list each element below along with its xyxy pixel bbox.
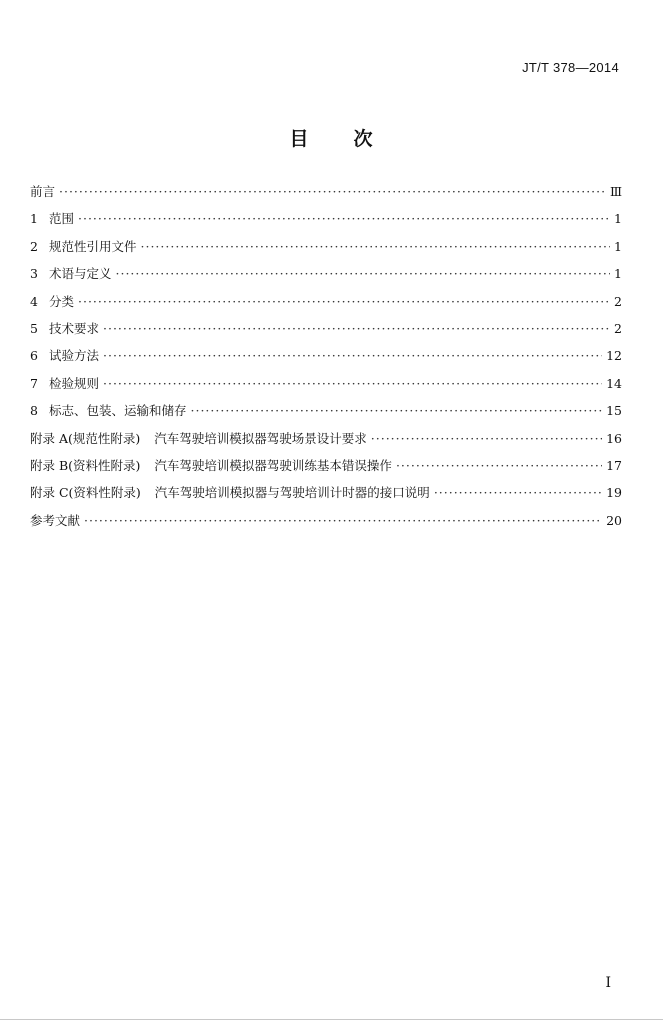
toc-entry-title: 分类 <box>49 293 75 309</box>
toc-entry-title: 技术要求 <box>49 320 100 336</box>
toc-entry-label <box>30 456 392 476</box>
bottom-rule <box>0 1019 663 1020</box>
table-of-contents <box>30 182 622 538</box>
toc-entry-title: 检验规则 <box>49 375 100 391</box>
standard-number: JT/T 378—2014 <box>522 60 619 75</box>
toc-entry-number: 3 <box>30 266 38 282</box>
toc-entry-title: 附录 A(规范性附录) <box>30 430 141 446</box>
toc-dot-leader <box>141 237 611 257</box>
toc-entry-title: 术语与定义 <box>49 266 112 282</box>
toc-appendix-name: 汽车驾驶培训模拟器与驾驶培训计时器的接口说明 <box>154 485 430 501</box>
toc-page-number: 17 <box>606 457 622 473</box>
toc-entry-number: 7 <box>30 375 38 391</box>
toc-entry-number: 4 <box>30 293 38 309</box>
toc-entry-label <box>30 292 74 312</box>
toc-page-number: 1 <box>614 266 622 282</box>
toc-entry[interactable] <box>30 264 622 291</box>
toc-entry[interactable] <box>30 319 622 346</box>
page-folio: I <box>605 975 611 991</box>
toc-entry-label <box>30 374 99 394</box>
toc-page-number: 2 <box>614 293 622 309</box>
toc-entry-number: 1 <box>30 211 38 227</box>
toc-entry[interactable] <box>30 511 622 538</box>
toc-title-part1: 目 <box>289 128 310 150</box>
toc-page-number: 12 <box>606 348 622 364</box>
toc-page-number: 2 <box>614 320 622 336</box>
toc-entry[interactable] <box>30 346 622 373</box>
toc-entry[interactable] <box>30 483 622 510</box>
toc-dot-leader <box>191 401 603 421</box>
toc-dot-leader <box>396 456 602 476</box>
toc-entry-label <box>30 319 99 339</box>
toc-entry[interactable] <box>30 401 622 428</box>
toc-entry-number: 2 <box>30 238 38 254</box>
toc-entry-label <box>30 401 187 421</box>
toc-title-part2: 次 <box>353 128 374 150</box>
toc-dot-leader <box>103 374 602 394</box>
toc-entry-number: 5 <box>30 320 38 336</box>
toc-dot-leader <box>84 511 602 531</box>
toc-entry-title: 参考文献 <box>30 512 81 528</box>
toc-entry[interactable] <box>30 209 622 236</box>
toc-entry-label <box>30 237 137 257</box>
toc-entry-label <box>30 429 367 449</box>
toc-page-number: Ⅲ <box>609 184 622 199</box>
toc-entry-label <box>30 346 99 366</box>
toc-entry-title: 附录 B(资料性附录) <box>30 457 141 473</box>
toc-entry-title: 标志、包装、运输和储存 <box>49 403 187 419</box>
toc-dot-leader <box>434 483 602 503</box>
toc-entry-label <box>30 483 430 503</box>
toc-page-number: 1 <box>614 238 622 254</box>
toc-page-number: 20 <box>606 512 622 528</box>
toc-entry[interactable] <box>30 429 622 456</box>
toc-page-number: 19 <box>606 485 622 501</box>
toc-dot-leader <box>103 346 602 366</box>
toc-entry[interactable] <box>30 292 622 319</box>
toc-entry-title: 前言 <box>30 184 56 199</box>
toc-entry[interactable] <box>30 374 622 401</box>
toc-entry-title: 试验方法 <box>49 348 100 364</box>
toc-dot-leader <box>78 292 610 312</box>
toc-dot-leader <box>103 319 610 339</box>
toc-page-number: 1 <box>614 211 622 227</box>
toc-appendix-name: 汽车驾驶培训模拟器驾驶场景设计要求 <box>154 430 367 446</box>
toc-page-number: 16 <box>606 430 622 446</box>
toc-dot-leader <box>116 264 611 284</box>
toc-entry-title: 附录 C(资料性附录) <box>30 485 141 501</box>
toc-entry[interactable] <box>30 456 622 483</box>
toc-entry-title: 范围 <box>49 211 75 227</box>
toc-page-number: 14 <box>606 375 622 391</box>
toc-page-number: 15 <box>606 403 622 419</box>
toc-appendix-name: 汽车驾驶培训模拟器驾驶训练基本错误操作 <box>154 457 392 473</box>
toc-dot-leader <box>59 182 606 202</box>
toc-entry[interactable] <box>30 182 622 209</box>
toc-dot-leader <box>78 209 610 229</box>
toc-entry[interactable] <box>30 237 622 264</box>
toc-entry-title: 规范性引用文件 <box>49 238 137 254</box>
toc-entry-number: 6 <box>30 348 38 364</box>
toc-dot-leader <box>371 429 602 449</box>
toc-entry-label <box>30 264 112 284</box>
toc-title <box>0 124 663 151</box>
toc-entry-label <box>30 511 80 531</box>
toc-entry-label <box>30 209 74 229</box>
toc-entry-number: 8 <box>30 403 38 419</box>
toc-entry-label <box>30 182 55 202</box>
